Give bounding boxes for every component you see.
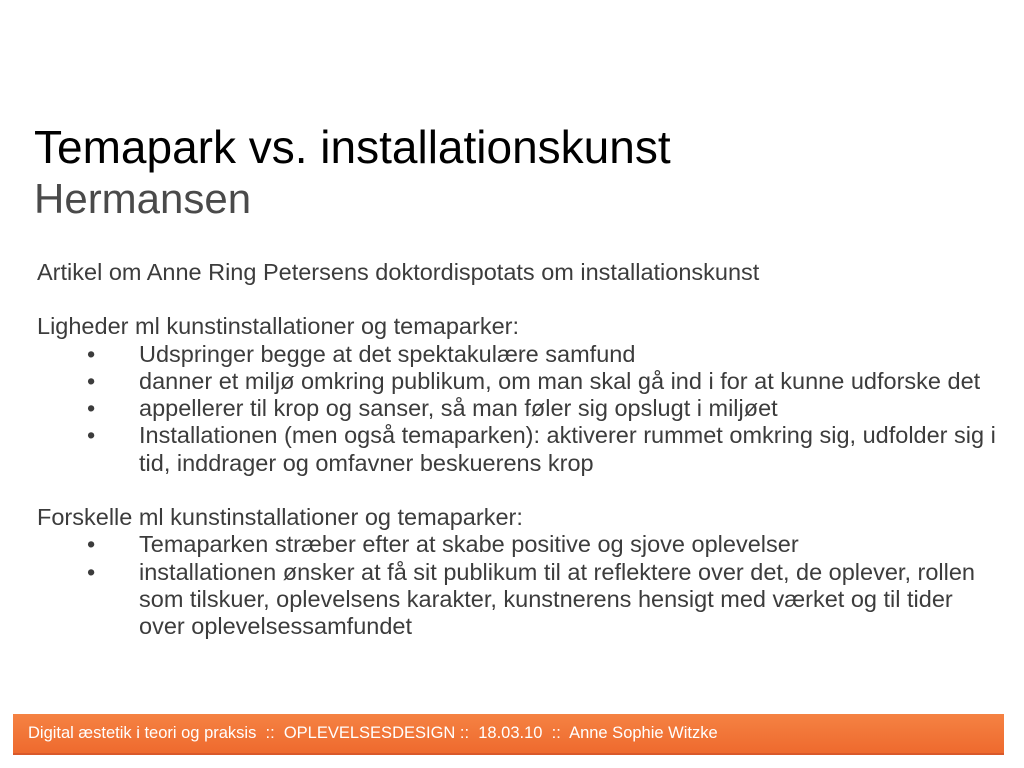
list-item — [37, 559, 1002, 641]
footer-text: Digital æstetik i teori og praksis :: OPLEVELSESDESIGN :: 18.03.10 :: Anne Sophie Witzke — [28, 724, 718, 742]
bullet-icon: • — [87, 531, 96, 558]
title-block — [34, 120, 671, 224]
list-item-text: danner et miljø omkring publikum, om man skal gå ind i for at kunne udforske det — [139, 367, 981, 394]
list-item — [37, 341, 1002, 368]
list-item-text: appellerer til krop og sanser, så man føler sig opslugt i miljøet — [139, 395, 778, 422]
bullet-icon: • — [87, 558, 96, 585]
slide-title: Temapark vs. installationskunst — [34, 121, 671, 173]
bullet-icon: • — [87, 395, 96, 422]
list-item-text: Udspringer begge at det spektakulære samfund — [139, 340, 636, 367]
differences-heading: Forskelle ml kunstinstallationer og temaparker: — [37, 504, 523, 531]
bullet-icon: • — [87, 367, 96, 394]
list-item-text: Temaparken stræber efter at skabe positive og sjove oplevelser — [139, 531, 799, 558]
list-item-text: installationen ønsker at få sit publikum til at reflektere over det, de oplever, rollen som tilskuer, oplevelsens karakter, kunstnerens hensigt med værket og til tider over oplevelsessamfundet — [139, 558, 975, 640]
similarities-heading: Ligheder ml kunstinstallationer og temaparker: — [37, 313, 520, 340]
bullet-icon: • — [87, 422, 96, 449]
bullet-icon: • — [87, 340, 96, 367]
similarities-list — [37, 341, 1002, 477]
spacer — [37, 477, 1002, 504]
slide-body — [37, 259, 1002, 641]
intro-text: Artikel om Anne Ring Petersens doktordispotats om installationskunst — [37, 259, 760, 285]
spacer — [37, 286, 1002, 313]
slide-subtitle: Hermansen — [34, 175, 252, 222]
list-item — [37, 422, 1002, 477]
list-item — [37, 368, 1002, 395]
list-item — [37, 531, 1002, 558]
differences-list — [37, 531, 1002, 640]
list-item — [37, 395, 1002, 422]
footer-bar — [13, 714, 1004, 755]
list-item-text: Installationen (men også temaparken): aktiverer rummet omkring sig, udfolder sig i tid, inddrager og omfavner beskuerens krop — [139, 422, 996, 476]
